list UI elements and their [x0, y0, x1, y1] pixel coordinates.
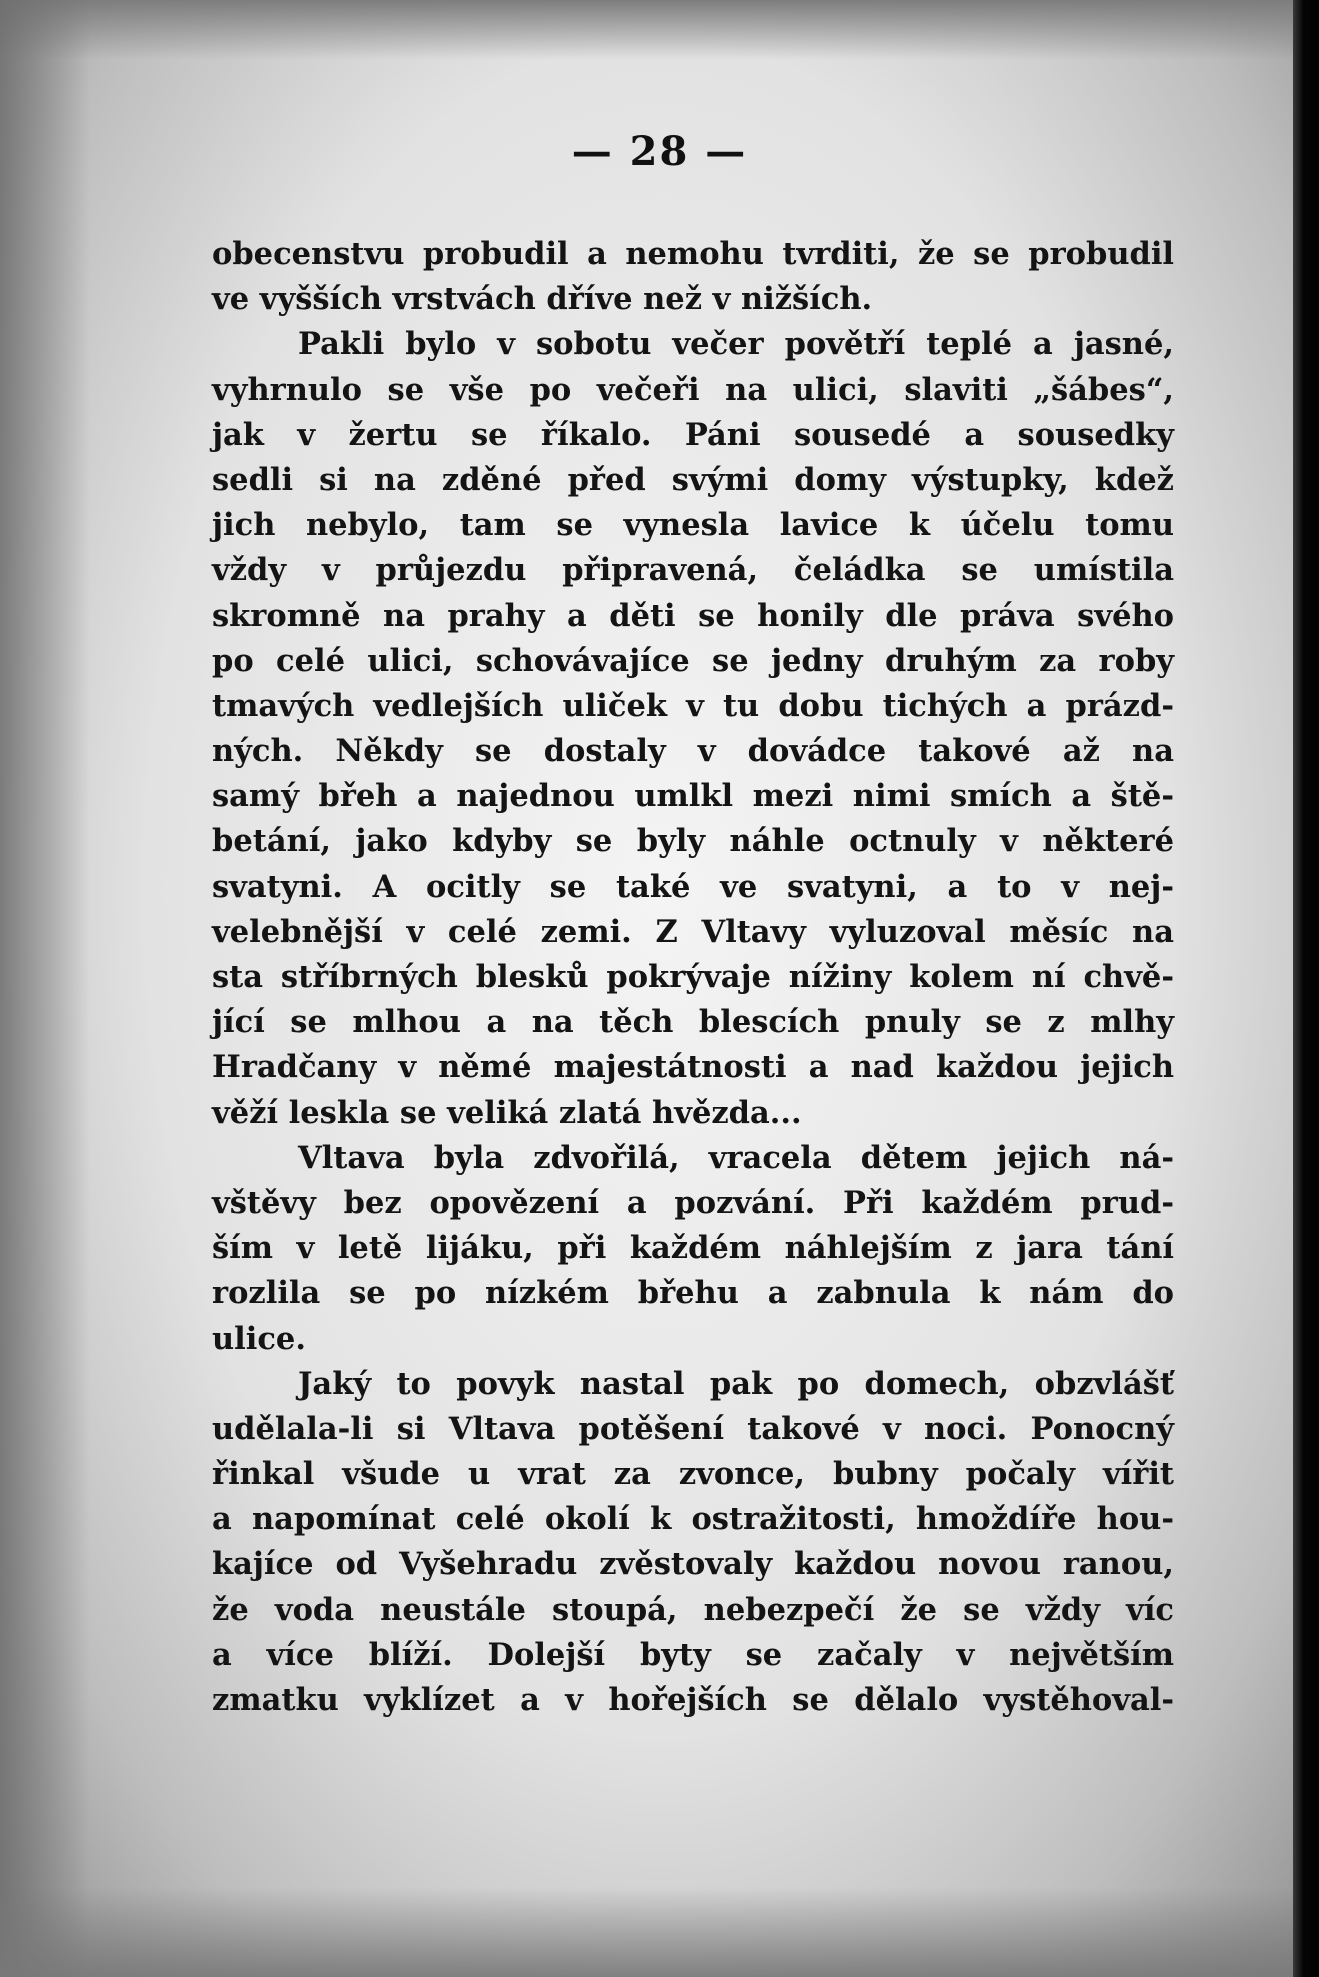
text-line: sta stříbrných blesků pokrývaje nížiny kolem ní chvě-	[212, 959, 1174, 995]
text-line: ných. Někdy se dostaly v dovádce takové až na	[212, 733, 1174, 770]
text-line: jící se mlhou a na těch blescích pnuly se z mlhy	[212, 1004, 1174, 1041]
text-line: rozlila se po nízkém břehu a zabnula k nám do	[212, 1275, 1174, 1312]
text-line: sedli si na zděné před svými domy výstupky, kdež	[212, 461, 1174, 498]
scan-shadow-top	[0, 0, 1319, 60]
text-line: ším v letě lijáku, při každém náhlejším z jara tání	[212, 1230, 1174, 1267]
text-line: jak v žertu se říkalo. Páni sousedé a sousedky	[212, 416, 1174, 453]
text-line: Pakli bylo v sobotu večer povětří teplé a jasné,	[298, 326, 1174, 363]
text-line: Jaký to povyk nastal pak po domech, obzvlášť	[298, 1365, 1174, 1402]
text-line: vždy v průjezdu připravená, čeládka se umístila	[212, 552, 1174, 589]
body-text	[212, 232, 1174, 1723]
text-line: obecenstvu probudil a nemohu tvrditi, že se probudil	[212, 236, 1174, 272]
text-line: jich nebylo, tam se vynesla lavice k účelu tomu	[212, 507, 1174, 544]
text-line: ulice.	[212, 1320, 306, 1357]
page-number: — 28 —	[571, 128, 748, 175]
text-line: vštěvy bez opovězení a pozvání. Při každém prud-	[212, 1184, 1174, 1221]
text-line: že voda neustále stoupá, nebezpečí že se vždy víc	[212, 1591, 1174, 1628]
text-line: vyhrnulo se vše po večeři na ulici, slaviti „šábes“,	[212, 371, 1174, 408]
text-line: řinkal všude u vrat za zvonce, bubny počaly vířit	[212, 1456, 1174, 1493]
text-line: a napomínat celé okolí k ostražitosti, hmoždíře hou-	[212, 1501, 1174, 1538]
text-line: kajíce od Vyšehradu zvěstovaly každou novou ranou,	[212, 1546, 1174, 1583]
text-line: betání, jako kdyby se byly náhle octnuly v některé	[212, 823, 1174, 860]
text-line: svatyni. A ocitly se také ve svatyni, a to v nej-	[212, 868, 1174, 905]
scan-shadow-left	[0, 0, 90, 1977]
text-line: velebnější v celé zemi. Z Vltavy vyluzoval měsíc na	[212, 913, 1174, 950]
text-line: věží leskla se veliká zlatá hvězda...	[212, 1094, 802, 1131]
text-line: skromně na prahy a děti se honily dle práva svého	[212, 597, 1174, 634]
scan-shadow-bottom	[0, 1887, 1319, 1977]
scan-border-right	[1293, 0, 1319, 1977]
text-line: po celé ulici, schovávajíce se jedny druhým za roby	[212, 642, 1174, 679]
text-line: Hradčany v němé majestátnosti a nad každou jejich	[212, 1049, 1174, 1086]
text-line: tmavých vedlejších uliček v tu dobu tichých a prázd-	[212, 687, 1174, 724]
text-line: zmatku vyklízet a v hořejších se dělalo vystěhoval-	[212, 1682, 1174, 1718]
text-line: udělala-li si Vltava potěšení takové v noci. Ponocný	[212, 1410, 1174, 1447]
text-line: a více blíží. Dolejší byty se začaly v největším	[212, 1636, 1174, 1673]
text-line: ve vyšších vrstvách dříve než v nižších.	[212, 281, 873, 318]
text-line: samý břeh a najednou umlkl mezi nimi smích a ště-	[212, 778, 1174, 815]
text-line: Vltava byla zdvořilá, vracela dětem jejich ná-	[298, 1139, 1174, 1176]
